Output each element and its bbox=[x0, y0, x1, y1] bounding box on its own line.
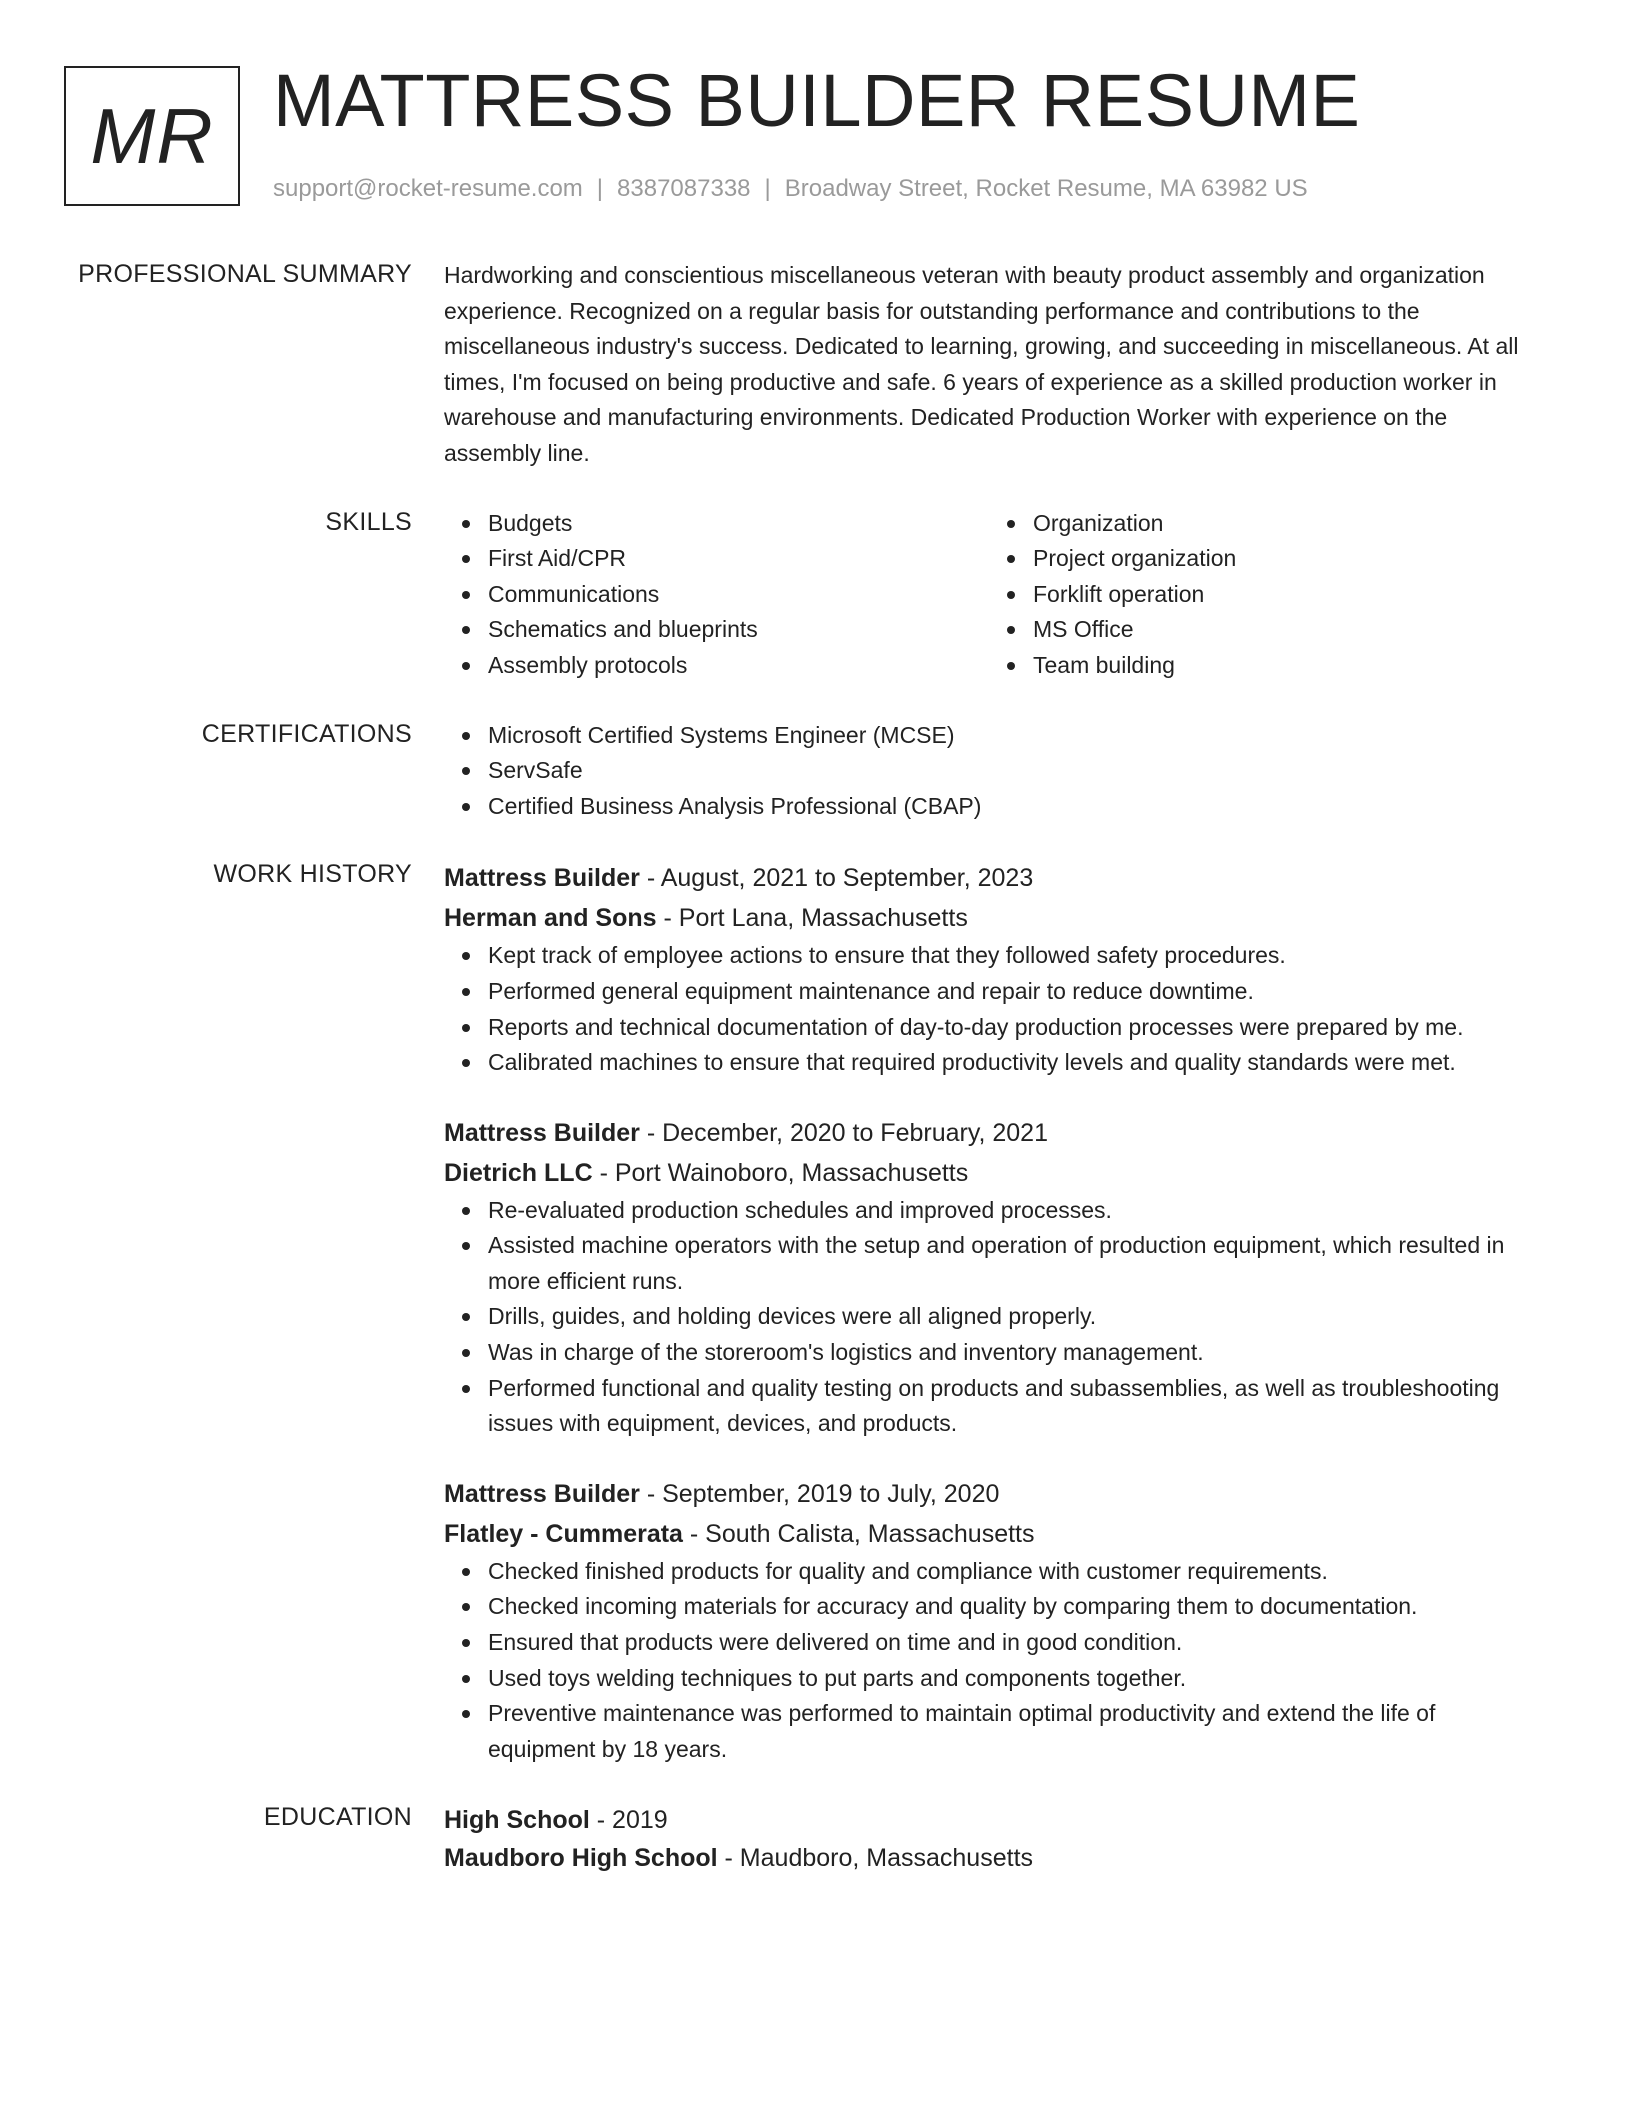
education-location: - Maudboro, Massachusetts bbox=[717, 1844, 1034, 1873]
job-bullets bbox=[444, 938, 1544, 1080]
skill-item: Budgets bbox=[488, 506, 989, 542]
job-company: Flatley - Cummerata bbox=[444, 1519, 683, 1548]
contact-line bbox=[273, 174, 1308, 204]
education-year: - 2019 bbox=[589, 1806, 668, 1835]
job-bullet: Performed general equipment maintenance and repair to reduce downtime. bbox=[488, 974, 1544, 1010]
section-education bbox=[0, 1801, 1632, 1877]
education-degree: High School bbox=[444, 1806, 590, 1835]
job-bullet: Re-evaluated production schedules and improved processes. bbox=[488, 1193, 1544, 1229]
job-company: Herman and Sons bbox=[444, 904, 657, 933]
job-bullet: Checked incoming materials for accuracy and quality by comparing them to documentation. bbox=[488, 1589, 1544, 1625]
job-bullets bbox=[444, 1193, 1544, 1442]
skills-grid bbox=[444, 506, 1544, 684]
job-bullet: Was in charge of the storeroom's logistics and inventory management. bbox=[488, 1335, 1544, 1371]
job-bullet: Assisted machine operators with the setup and operation of production equipment, which resulted in more efficient runs. bbox=[488, 1228, 1544, 1299]
section-label: PROFESSIONAL SUMMARY bbox=[78, 260, 412, 288]
job-company-line bbox=[444, 898, 1544, 938]
skill-item: Assembly protocols bbox=[488, 648, 989, 684]
job-bullet: Preventive maintenance was performed to maintain optimal productivity and extend the life of equipment by 18 years. bbox=[488, 1696, 1544, 1767]
education-school: Maudboro High School bbox=[444, 1844, 718, 1873]
job-dates: - August, 2021 to September, 2023 bbox=[639, 864, 1034, 893]
skill-item: Forklift operation bbox=[1033, 577, 1534, 613]
job-dates: - December, 2020 to February, 2021 bbox=[639, 1118, 1048, 1147]
skill-item: Project organization bbox=[1033, 541, 1534, 577]
job-location: - Port Lana, Massachusetts bbox=[656, 904, 968, 933]
skill-item: Communications bbox=[488, 577, 989, 613]
job-bullet: Calibrated machines to ensure that required productivity levels and quality standards were met. bbox=[488, 1045, 1544, 1081]
contact-email[interactable]: support@rocket-resume.com bbox=[273, 175, 583, 202]
education-school-line bbox=[444, 1839, 1544, 1877]
section-label: WORK HISTORY bbox=[213, 860, 412, 889]
section-professional-summary bbox=[0, 258, 1632, 472]
skills-column-right bbox=[989, 506, 1534, 684]
job-title-line bbox=[444, 858, 1544, 898]
resume-title: MATTRESS BUILDER RESUME bbox=[273, 59, 1361, 142]
job-company-line bbox=[444, 1514, 1544, 1554]
certification-item: Microsoft Certified Systems Engineer (MCSE) bbox=[488, 718, 1544, 754]
skill-item: Schematics and blueprints bbox=[488, 612, 989, 648]
section-body bbox=[444, 858, 1544, 1767]
job-bullet: Used toys welding techniques to put parts and components together. bbox=[488, 1661, 1544, 1697]
section-label: CERTIFICATIONS bbox=[201, 719, 412, 748]
job-dates: - September, 2019 to July, 2020 bbox=[639, 1479, 1000, 1508]
certification-item: Certified Business Analysis Professional (CBAP) bbox=[488, 789, 1544, 825]
section-certifications bbox=[0, 718, 1632, 825]
contact-separator: | bbox=[764, 175, 771, 202]
job-bullets bbox=[444, 1554, 1544, 1768]
job-title-line bbox=[444, 1474, 1544, 1514]
resume-sections bbox=[0, 258, 1632, 1877]
job-title: Mattress Builder bbox=[444, 1118, 640, 1147]
skill-item: Organization bbox=[1033, 506, 1534, 542]
education-degree-line bbox=[444, 1801, 1544, 1839]
section-skills bbox=[0, 506, 1632, 684]
skill-item: Team building bbox=[1033, 648, 1534, 684]
job-entry bbox=[444, 858, 1544, 1080]
job-bullet: Performed functional and quality testing on products and subassemblies, as well as troubleshooting issues with equipment, devices, and products. bbox=[488, 1371, 1544, 1442]
skills-column-left bbox=[444, 506, 989, 684]
job-bullet: Kept track of employee actions to ensure that they followed safety procedures. bbox=[488, 938, 1544, 974]
section-label: SKILLS bbox=[325, 507, 412, 536]
job-company: Dietrich LLC bbox=[444, 1158, 593, 1187]
skill-item: First Aid/CPR bbox=[488, 541, 989, 577]
job-company-line bbox=[444, 1153, 1544, 1193]
job-bullet: Checked finished products for quality and compliance with customer requirements. bbox=[488, 1554, 1544, 1590]
contact-address: Broadway Street, Rocket Resume, MA 63982 US bbox=[784, 175, 1308, 202]
job-bullet: Drills, guides, and holding devices were all aligned properly. bbox=[488, 1299, 1544, 1335]
section-body bbox=[444, 718, 1544, 825]
skill-item: MS Office bbox=[1033, 612, 1534, 648]
job-location: - Port Wainoboro, Massachusetts bbox=[592, 1158, 969, 1187]
contact-phone[interactable]: 8387087338 bbox=[617, 175, 751, 202]
section-body bbox=[444, 258, 1544, 472]
job-location: - South Calista, Massachusetts bbox=[682, 1519, 1035, 1548]
job-title: Mattress Builder bbox=[444, 864, 640, 893]
job-entry bbox=[444, 1474, 1544, 1768]
job-bullet: Reports and technical documentation of day-to-day production processes were prepared by me. bbox=[488, 1010, 1544, 1046]
job-bullet: Ensured that products were delivered on time and in good condition. bbox=[488, 1625, 1544, 1661]
summary-text: Hardworking and conscientious miscellaneous veteran with beauty product assembly and organization experience. Recognized on a regular basis for outstanding performance and contributions to the miscellaneous industry's success. Dedicated to learning, growing, and succeeding in miscellaneous. At all times, I'm focused on being productive and safe. 6 years of experience as a skilled production worker in warehouse and manufacturing environments. Dedicated Production Worker with experience on the assembly line. bbox=[444, 262, 1519, 466]
monogram-logo: MR bbox=[64, 66, 240, 206]
contact-separator: | bbox=[596, 175, 604, 202]
certification-item: ServSafe bbox=[488, 753, 1544, 789]
section-label: EDUCATION bbox=[263, 1803, 412, 1832]
section-body bbox=[444, 506, 1544, 684]
job-entry bbox=[444, 1113, 1544, 1442]
section-work-history bbox=[0, 858, 1632, 1767]
job-title: Mattress Builder bbox=[444, 1479, 640, 1508]
section-body bbox=[444, 1801, 1544, 1877]
job-title-line bbox=[444, 1113, 1544, 1153]
